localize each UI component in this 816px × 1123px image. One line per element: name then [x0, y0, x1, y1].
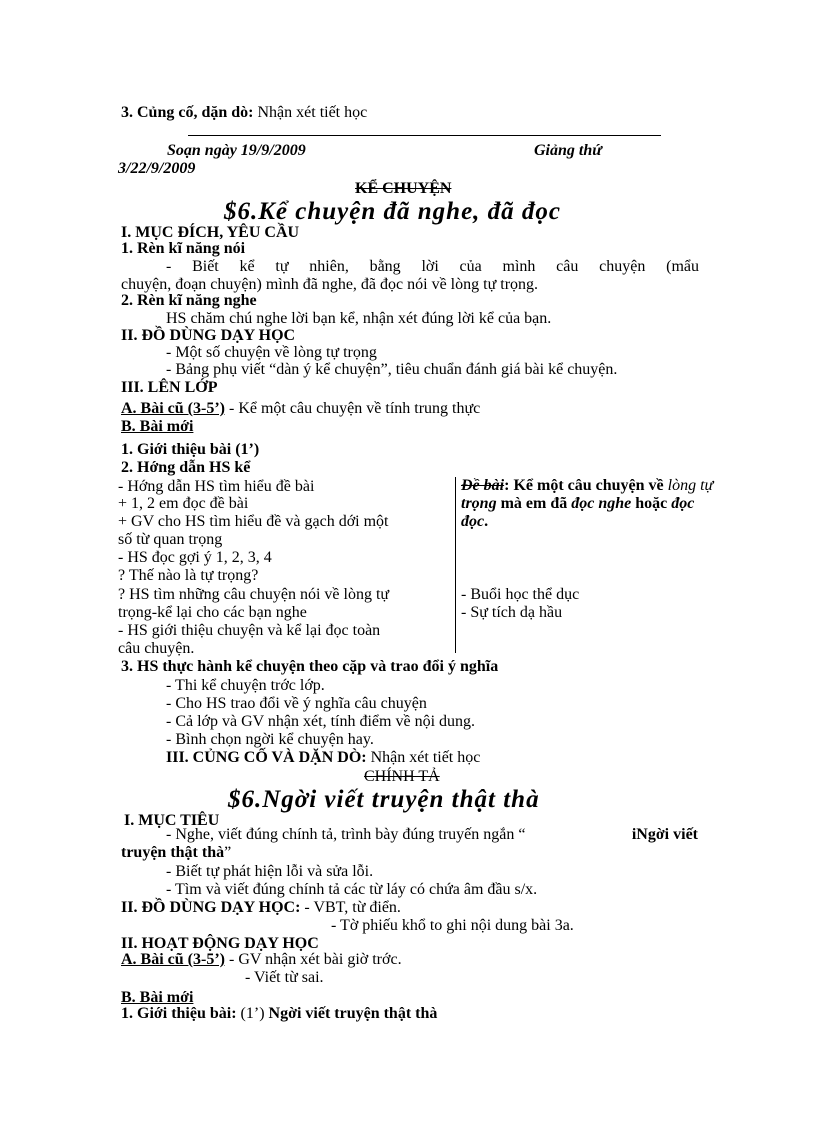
intro-heading: 1. Giới thiệu bài (1’) — [121, 441, 260, 458]
topic-phrase: đọc — [461, 513, 485, 530]
prep-date: Soạn ngày 19/9/2009 — [167, 142, 306, 159]
practice-heading: 3. HS thực hành kể chuyện theo cặp và trao đổi ý nghĩa — [121, 658, 499, 675]
old-lesson-label: A. Bài cũ (3-5’) — [121, 400, 225, 417]
goal-line-cont — [121, 844, 231, 862]
section-goals: I. MỤC ĐÍCH, YÊU CẦU — [121, 224, 300, 241]
old-lesson-line — [121, 951, 402, 969]
old-lesson-text: - GV nhận xét bài giờ trớc. — [224, 951, 402, 968]
intro-time: (1’) — [236, 1005, 269, 1022]
closing-text: Nhận xét tiết học — [366, 749, 481, 766]
story-item: - Buổi học thể dục — [461, 586, 580, 603]
closing-label: 3. Củng cố, dặn dò: — [121, 104, 254, 121]
goal-quote: truyện thật thà — [121, 844, 225, 861]
left-col-line: trọng-kể lại cho các bạn nghe — [118, 604, 307, 621]
new-lesson-label: B. Bài mới — [121, 418, 194, 435]
tools-item: - Tờ phiếu khổ to ghi nội dung bài 3a. — [331, 917, 574, 934]
practice-item: - Cả lớp và GV nhận xét, tính điểm về nội dung. — [166, 713, 476, 730]
teach-date: Giảng thứ — [534, 142, 602, 159]
closing-label: III. CỦNG CỐ VÀ DẶN DÒ: — [166, 749, 367, 766]
practice-item: - Bình chọn ngời kể chuyện hay. — [166, 731, 374, 748]
teach-date-cont: 3/22/9/2009 — [118, 160, 196, 177]
section-activities: II. HOẠT ĐỘNG DẠY HỌC — [121, 935, 319, 952]
section-class: III. LÊN LỚP — [121, 379, 218, 396]
goal-line: - Biết tự phát hiện lỗi và sửa lỗi. — [166, 863, 374, 880]
left-col-line: - Hớng dẫn HS tìm hiểu đề bài — [118, 478, 315, 495]
subject-heading: KỂ CHUYỆN — [355, 180, 452, 197]
goal-text: - Nghe, viết đúng chính tả, trình bày đúng truyến ngắn “ — [166, 826, 526, 843]
left-col-line: - HS đọc gợi ý 1, 2, 3, 4 — [118, 549, 272, 566]
skill-speaking-heading: 1. Rèn kĩ năng nói — [121, 240, 246, 257]
skill-speaking-text — [121, 258, 699, 294]
old-lesson-label: A. Bài cũ (3-5’) — [121, 951, 225, 968]
separator-rule — [188, 135, 661, 136]
section-goals: I. MỤC TIÊU — [124, 812, 220, 829]
tools-item: - VBT, từ điển. — [300, 899, 401, 916]
subject-heading: CHÍNH TẢ — [364, 768, 440, 785]
lesson-title: $6.Ngời viết truyện thật thà — [228, 786, 540, 813]
topic-line2 — [461, 495, 694, 513]
topic-phrase: đọc — [671, 495, 695, 512]
skill-speaking-line2: chuyện, đoạn chuyện) mình đã nghe, đã đọc nói về lòng tự trọng. — [121, 276, 539, 293]
skill-listening-heading: 2. Rèn kĩ năng nghe — [121, 292, 257, 309]
new-lesson-label: B. Bài mới — [121, 989, 194, 1006]
practice-item: - Thi kể chuyện trớc lớp. — [166, 677, 325, 694]
old-lesson-text: - Viết từ sai. — [245, 969, 324, 986]
left-col-line: ? HS tìm những câu chuyện nói về lòng tự — [118, 586, 390, 603]
old-lesson-text: - Kể một câu chuyện về tính trung thực — [224, 400, 481, 417]
lesson-title: $6.Kể chuyện đã nghe, đã đọc — [224, 198, 562, 225]
tools-line — [121, 899, 401, 917]
section-tools: II. ĐỒ DÙNG DẠY HỌC — [121, 327, 296, 344]
left-col-line: ? Thế nào là tự trọng? — [118, 567, 259, 584]
skill-listening-text: HS chăm chú nghe lời bạn kể, nhận xét đúng lời kể của bạn. — [166, 310, 552, 327]
left-col-line: - HS giới thiệu chuyện và kể lại đọc toàn — [118, 622, 381, 639]
intro-line — [121, 1005, 437, 1023]
closing-line — [166, 749, 480, 767]
column-divider — [455, 477, 456, 653]
goal-quote: iNgời viết — [631, 826, 698, 843]
left-col-line: câu chuyện. — [118, 640, 195, 657]
left-col-line: + GV cho HS tìm hiểu đề và gạch dới một — [118, 513, 389, 530]
intro-title: Ngời viết truyện thật thà — [268, 1005, 438, 1022]
topic-label: Đề bài — [461, 477, 505, 494]
tools-item: - Bảng phụ viết “dàn ý kể chuyện”, tiêu chuẩn đánh giá bài kể chuyện. — [166, 361, 618, 378]
previous-closing-line — [121, 104, 367, 122]
old-lesson-line — [121, 400, 480, 418]
topic-text: . — [484, 513, 489, 530]
topic-phrase: lòng tự — [667, 477, 714, 494]
topic-text: : Kể một câu chuyện về — [504, 477, 668, 494]
intro-label: 1. Giới thiệu bài: — [121, 1005, 237, 1022]
left-col-line: + 1, 2 em đọc đề bài — [118, 495, 249, 512]
goal-line: - Tìm và viết đúng chính tả các từ láy có chứa âm đầu s/x. — [166, 881, 538, 898]
topic-line3 — [461, 513, 488, 531]
skill-speaking-line1: - Biết kể tự nhiên, bằng lời của mình câu chuyện (mẩu — [166, 258, 699, 275]
topic-line1 — [461, 477, 713, 495]
tools-label: II. ĐỒ DÙNG DẠY HỌC: — [121, 899, 301, 916]
story-item: - Sự tích dạ hầu — [461, 604, 563, 621]
topic-text: hoặc — [631, 495, 672, 512]
practice-item: - Cho HS trao đổi về ý nghĩa câu chuyện — [166, 695, 427, 712]
closing-text: Nhận xét tiết học — [253, 104, 368, 121]
guide-heading: 2. Hớng dẫn HS kể — [121, 459, 251, 476]
goal-text: ” — [224, 844, 232, 861]
tools-item: - Một số chuyện về lòng tự trọng — [166, 344, 377, 361]
goal-line — [166, 826, 698, 844]
topic-phrase: trọng — [461, 495, 497, 512]
topic-phrase: đọc nghe — [571, 495, 632, 512]
topic-text: mà em đã — [496, 495, 572, 512]
left-col-line: số từ quan trọng — [118, 531, 223, 548]
